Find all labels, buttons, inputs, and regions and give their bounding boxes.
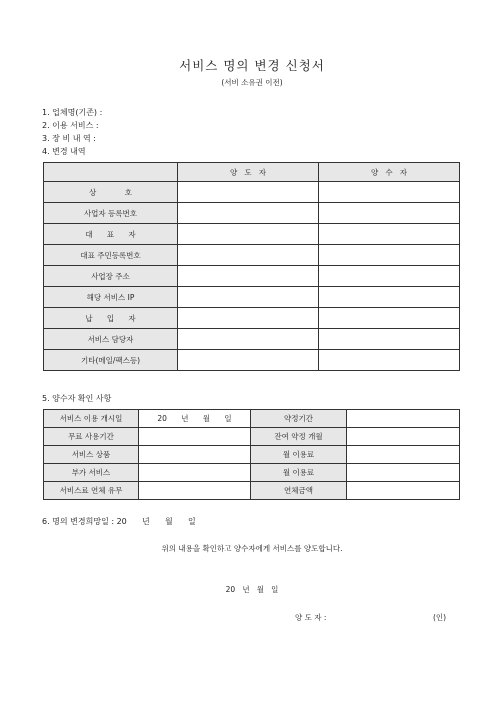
- row-label: 기타(메일/팩스등): [44, 350, 178, 371]
- table-row: [44, 308, 460, 329]
- value-cell[interactable]: [347, 482, 460, 500]
- table-header-empty: [44, 163, 178, 182]
- row-label: 서비스료 연체 유무: [44, 482, 139, 500]
- row-label: 대표 주민등록번호: [44, 245, 178, 266]
- transferee-cell[interactable]: [319, 203, 460, 224]
- statement-text: 위의 내용을 확인하고 양수자에게 서비스를 양도합니다.: [161, 544, 343, 553]
- transferor-cell[interactable]: [178, 287, 319, 308]
- row-label: 사업장 주소: [44, 266, 178, 287]
- company-name-field: 1. 업체명(기존) :: [42, 108, 103, 117]
- transferee-cell[interactable]: [319, 350, 460, 371]
- transferor-cell[interactable]: [178, 329, 319, 350]
- transferee-cell[interactable]: [319, 329, 460, 350]
- equipment-field: 3. 장 비 내 역 :: [42, 134, 96, 143]
- value-cell[interactable]: [347, 428, 460, 446]
- change-details-heading: 4. 변경 내역: [42, 147, 86, 156]
- form-subtitle: (서비 소유권 이전): [221, 78, 283, 87]
- table-row: [44, 482, 460, 500]
- value-cell[interactable]: [139, 446, 251, 464]
- table-row: [44, 329, 460, 350]
- row-label: 부가 서비스: [44, 464, 139, 482]
- row-label: 서비스 상품: [44, 446, 139, 464]
- table-header-row: [44, 163, 460, 182]
- transferee-header: 양 수 자: [319, 163, 460, 182]
- confirm-heading: 5. 양수자 확인 사항: [42, 394, 112, 403]
- table-row: [44, 266, 460, 287]
- transferor-cell[interactable]: [178, 182, 319, 203]
- transferee-cell[interactable]: [319, 266, 460, 287]
- table-row: [44, 428, 460, 446]
- signature-label: 양 도 자 :: [295, 613, 327, 622]
- row-label: 월 이용료: [251, 464, 347, 482]
- table-row: [44, 224, 460, 245]
- transferee-cell[interactable]: [319, 308, 460, 329]
- transferor-cell[interactable]: [178, 350, 319, 371]
- row-label: 연체금액: [251, 482, 347, 500]
- value-cell[interactable]: [139, 428, 251, 446]
- row-label: 월 이용료: [251, 446, 347, 464]
- value-cell[interactable]: [347, 410, 460, 428]
- table-row: [44, 464, 460, 482]
- transferee-confirm-table: [43, 409, 460, 500]
- transferor-cell[interactable]: [178, 203, 319, 224]
- row-label: 서비스 이용 개시일: [44, 410, 139, 428]
- transferor-cell[interactable]: [178, 266, 319, 287]
- table-row: [44, 446, 460, 464]
- form-title: 서비스 명의 변경 신청서: [179, 58, 325, 73]
- transferee-cell[interactable]: [319, 245, 460, 266]
- service-field: 2. 이용 서비스 :: [42, 121, 99, 130]
- transferor-cell[interactable]: [178, 308, 319, 329]
- row-label: 서비스 담당자: [44, 329, 178, 350]
- row-label: 잔여 약정 개월: [251, 428, 347, 446]
- table-row: [44, 245, 460, 266]
- change-date-field: 6. 명의 변경희망일 : 20 년 월 일: [42, 517, 196, 526]
- row-label: 약정기간: [251, 410, 347, 428]
- transferee-cell[interactable]: [319, 224, 460, 245]
- table-row: [44, 182, 460, 203]
- date-line: 20 년 월 일: [225, 585, 279, 594]
- transferee-cell[interactable]: [319, 287, 460, 308]
- table-row: [44, 203, 460, 224]
- value-cell[interactable]: [139, 464, 251, 482]
- row-label: 상 호: [44, 182, 178, 203]
- value-cell[interactable]: [347, 446, 460, 464]
- transferor-cell[interactable]: [178, 245, 319, 266]
- row-label: 해당 서비스 IP: [44, 287, 178, 308]
- row-label: 납 입 자: [44, 308, 178, 329]
- row-label: 무료 사용기간: [44, 428, 139, 446]
- seal-mark: (인): [433, 613, 447, 622]
- value-cell[interactable]: [347, 464, 460, 482]
- change-details-table: [43, 162, 460, 371]
- service-start-date[interactable]: 20 년 월 일: [139, 410, 251, 428]
- table-row: [44, 350, 460, 371]
- transferee-cell[interactable]: [319, 182, 460, 203]
- row-label: 사업자 등록번호: [44, 203, 178, 224]
- table-row: [44, 287, 460, 308]
- transferor-cell[interactable]: [178, 224, 319, 245]
- row-label: 대 표 자: [44, 224, 178, 245]
- transferor-header: 양 도 자: [178, 163, 319, 182]
- table-row: [44, 410, 460, 428]
- value-cell[interactable]: [139, 482, 251, 500]
